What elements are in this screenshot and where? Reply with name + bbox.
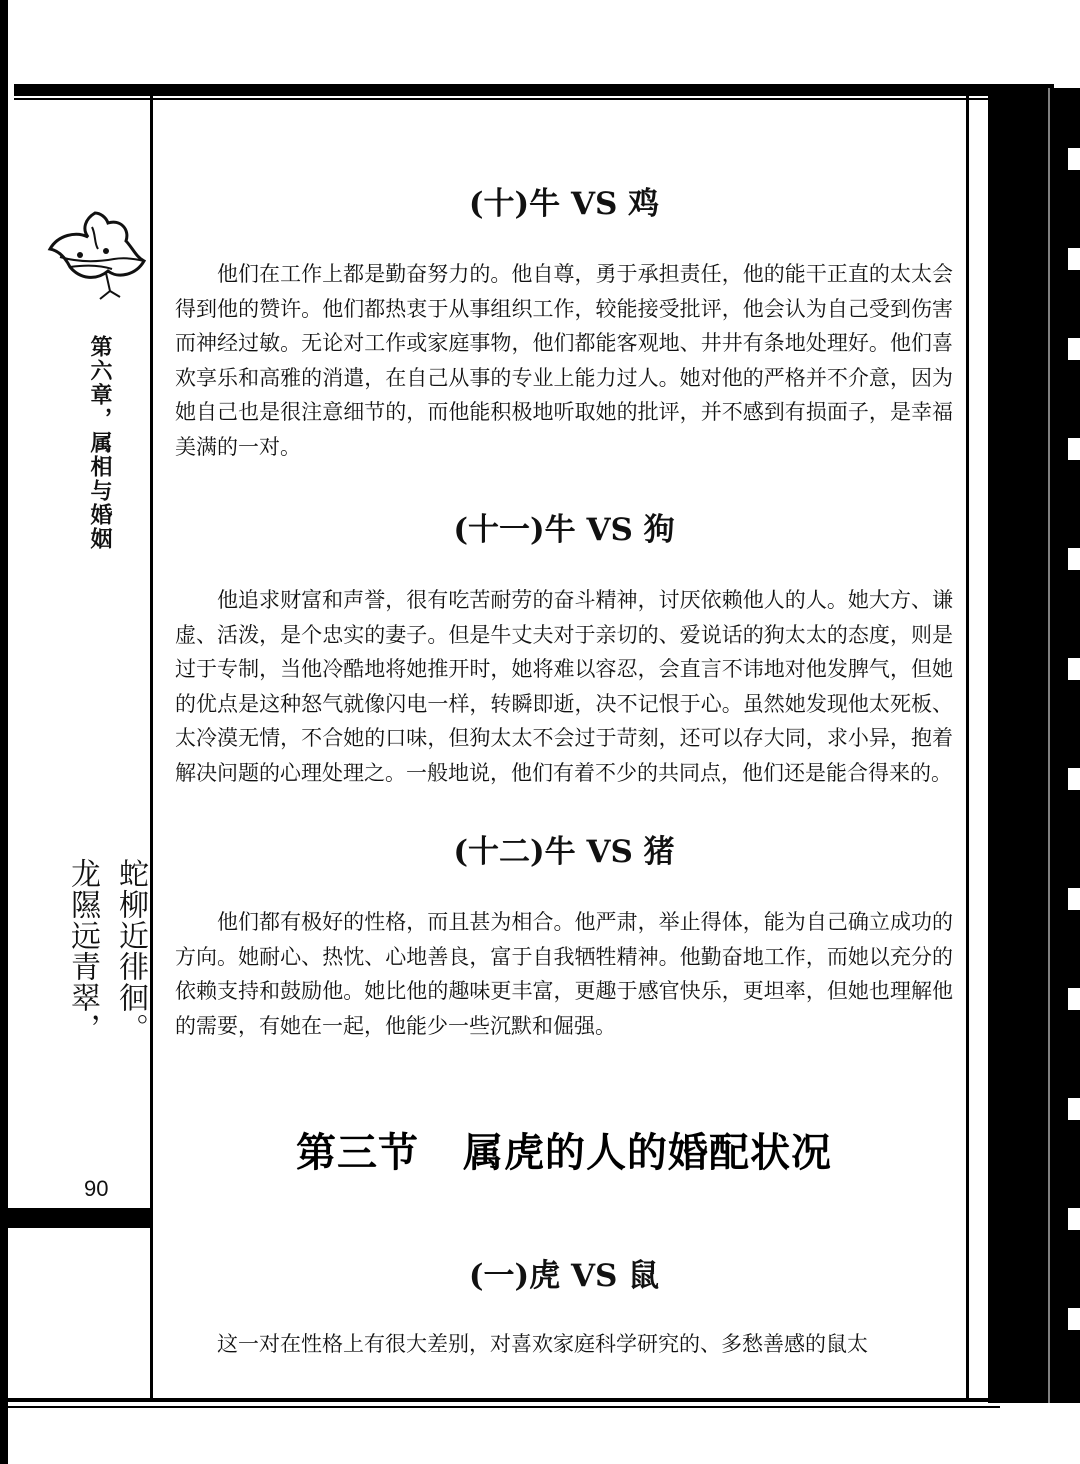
poem-line: 龙隰远青翠， <box>65 858 100 1044</box>
margin-poem <box>52 858 148 1058</box>
page-number: 90 <box>84 1176 109 1201</box>
paragraph: 这一对在性格上有很大差别，对喜欢家庭科学研究的、多愁善感的鼠太 <box>217 1332 868 1356</box>
section-name: 属虎的人的婚配状况 <box>463 1130 832 1176</box>
scan-edge-strip <box>988 88 1080 1403</box>
section-heading: (十)牛 VS 鸡 <box>468 186 660 222</box>
section-heading: (十二)牛 VS 猪 <box>453 834 675 870</box>
strip-line <box>1048 88 1050 1403</box>
bottom-border-thin <box>0 1406 1000 1408</box>
strip-notch <box>1068 248 1080 270</box>
strip-notch <box>1068 338 1080 360</box>
chapter-label: 第六章，属相与婚姻 <box>87 335 112 551</box>
margin-divider <box>150 96 153 1401</box>
section-heading: (十一)牛 VS 狗 <box>453 512 675 548</box>
chapter-section-title <box>175 1121 953 1178</box>
strip-notch <box>1068 148 1080 170</box>
poem-line: 蛇柳近徘徊。 <box>113 858 148 1044</box>
section-heading: (一)虎 VS 鼠 <box>468 1258 660 1294</box>
top-border <box>14 84 1054 96</box>
strip-notch <box>1068 768 1080 790</box>
strip-notch <box>1068 658 1080 680</box>
strip-notch <box>1068 1208 1080 1230</box>
strip-notch <box>1068 1308 1080 1330</box>
leaf-ornament-icon <box>40 205 150 305</box>
bottom-border <box>0 1398 1000 1402</box>
strip-notch <box>1068 1098 1080 1120</box>
strip-notch <box>1068 888 1080 910</box>
paragraph: 他们都有极好的性格，而且甚为相合。他严肃，举止得体，能为自己确立成功的方向。她耐心、热忱、心地善良，富于自我牺牲精神。他勤奋地工作，而她以充分的依赖支持和鼓励他。她比他的趣味更丰富，更趣于感官快乐，更坦率，但她也理解他的需要，有她在一起，他能少一些沉默和倔强。 <box>175 910 953 1038</box>
page-left-edge <box>0 0 8 1464</box>
section-number: 第三节 <box>296 1130 419 1176</box>
page-tab <box>0 1208 152 1228</box>
strip-notch <box>1068 438 1080 460</box>
paragraph: 他追求财富和声誉，很有吃苦耐劳的奋斗精神，讨厌依赖他人的人。她大方、谦虚、活泼，是个忠实的妻子。但是牛丈夫对于亲切的、爱说话的狗太太的态度，则是过于专制，当他冷酷地将她推开时，她将难以容忍，会直言不讳地对他发脾气，但她的优点是这种怒气就像闪电一样，转瞬即逝，决不记恨于心。虽然她发现他太死板、太冷漠无情，不合她的口味，但狗太太不会过于苛刻，还可以存大同，求小异，抱着解决问题的心理处理之。一般地说，他们有着不少的共同点，他们还是能合得来的。 <box>175 588 953 785</box>
strip-notch <box>1068 988 1080 1010</box>
strip-notch <box>1068 548 1080 570</box>
main-text <box>175 100 953 1362</box>
paragraph: 他们在工作上都是勤奋努力的。他自尊，勇于承担责任，他的能干正直的太太会得到他的赞许。他们都热衷于从事组织工作，较能接受批评，他会认为自己受到伤害而神经过敏。无论对工作或家庭事物，他们都能客观地、井井有条地处理好。他们喜欢享乐和高雅的消遣，在自己从事的专业上能力过人。她对他的严格并不介意，因为她自己也是很注意细节的，而他能积极地听取她的批评，并不感到有损面子，是幸福美满的一对。 <box>175 262 953 459</box>
right-border <box>966 96 969 1401</box>
